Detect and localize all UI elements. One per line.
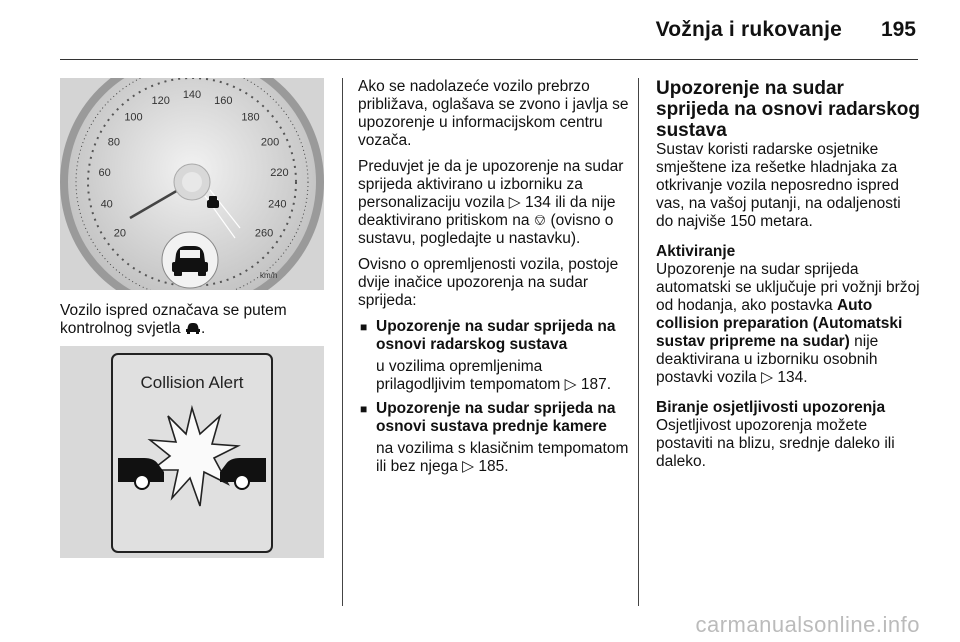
car-ahead-indicator-icon <box>185 322 201 334</box>
car-ahead-icon <box>172 246 208 276</box>
page-header <box>0 18 960 48</box>
gauge-unit: km/h <box>260 271 278 280</box>
gauge-label: 120 <box>151 94 170 107</box>
page-ref-arrow-icon: ▷ <box>508 194 521 211</box>
column-divider-left <box>342 78 343 606</box>
gauge-label: 200 <box>260 136 280 149</box>
page-ref: 185. <box>478 458 509 475</box>
paragraph-3: Osjetljivost upozorenja možete postaviti na blizu, srednje daleko ili daleko. <box>656 417 895 470</box>
bullet-title: Upozorenje na sudar sprijeda na osnovi radarskog sustava <box>376 318 616 353</box>
chapter-title: Vožnja i rukovanje <box>655 18 842 41</box>
collision-alert-figure <box>60 346 324 558</box>
gauge-label: 260 <box>254 227 274 240</box>
paragraph-1: Ako se nadolazeće vozilo prebrzo približava, oglašava se zvono i javlja se upozorenje u informacijskom centru vozača. <box>358 78 629 149</box>
subheading-sensitivity: Biranje osjetljivosti upozorenja <box>656 399 886 416</box>
page-ref-arrow-icon: ▷ <box>462 458 475 475</box>
page-ref-arrow-icon: ▷ <box>761 369 774 386</box>
paragraph-2: Upozorenje na sudar sprijeda automatski se uključuje pri vožnji bržoj od hodanja, ako postavka Auto collision preparation (Automatski sustav pripreme na sudar) nije deaktivirana u izborniku osobnih postavki vozila ▷ 134. <box>656 261 920 386</box>
gauge-label: 140 <box>182 89 202 101</box>
bullet-text: na vozilima s klasičnim tempomatom ili bez njega ▷ 185. <box>376 440 629 475</box>
bullet-item <box>358 318 630 354</box>
collision-alert-title: Collision Alert <box>140 373 244 392</box>
paragraph-3: Ovisno o opremljenosti vozila, postoje dvije inačice upozorenja na sudar sprijeda: <box>358 256 619 309</box>
bullet-item <box>358 400 630 436</box>
gauge-label: 60 <box>98 166 111 179</box>
right-column <box>656 78 920 479</box>
speedometer-figure <box>60 78 324 290</box>
gauge-label: 80 <box>107 136 121 149</box>
subheading-activation: Aktiviranje <box>656 243 736 260</box>
gauge-label: 40 <box>100 198 113 211</box>
bullet-text: u vozilima opremljenima prilagodljivim tempomatom ▷ 187. <box>376 358 612 393</box>
gauge-label: 100 <box>124 111 143 124</box>
speedometer-illustration <box>60 78 324 290</box>
figure-caption: Vozilo ispred označava se putem kontrolnog svjetla . <box>60 302 287 337</box>
page-ref: 187. <box>580 376 612 393</box>
page-ref: 134. <box>777 369 808 386</box>
gauge-label: 160 <box>214 94 233 107</box>
collision-button-icon: ⎊ <box>533 212 547 229</box>
page-ref: 134 <box>525 194 551 211</box>
gauge-label: 20 <box>113 227 127 240</box>
collision-alert-illustration <box>60 346 324 558</box>
column-divider-right <box>638 78 639 606</box>
gauge-label: 180 <box>241 111 260 124</box>
gauge-label: 220 <box>270 166 289 179</box>
bullet-square-icon: ■ <box>360 320 368 334</box>
watermark: carmanualsonline.info <box>695 612 920 637</box>
header-rule <box>60 59 918 60</box>
paragraph-2: Preduvjet je da je upozorenje na sudar sprijeda aktivirano u izborniku za personalizaciju vozila ▷ 134 ili da nije deaktivirano pritiskom na ⎊ (ovisno o sustavu, pogledajte u nastavku). <box>358 158 624 247</box>
bullet-title: Upozorenje na sudar sprijeda na osnovi sustava prednje kamere <box>376 400 616 435</box>
paragraph-1: Sustav koristi radarske osjetnike smještene iza rešetke hladnjaka za otkrivanje vozila neposredno ispred vas, na vašoj putanji, na odaljenosti do najviše 150 metara. <box>656 141 901 230</box>
page-ref-arrow-icon: ▷ <box>564 376 577 393</box>
middle-column <box>358 78 630 482</box>
bullet-square-icon: ■ <box>360 402 368 416</box>
section-heading: Upozorenje na sudar sprijeda na osnovi radarskog sustava <box>656 78 920 141</box>
gauge-label: 240 <box>268 198 287 211</box>
page-number: 195 <box>880 18 916 41</box>
